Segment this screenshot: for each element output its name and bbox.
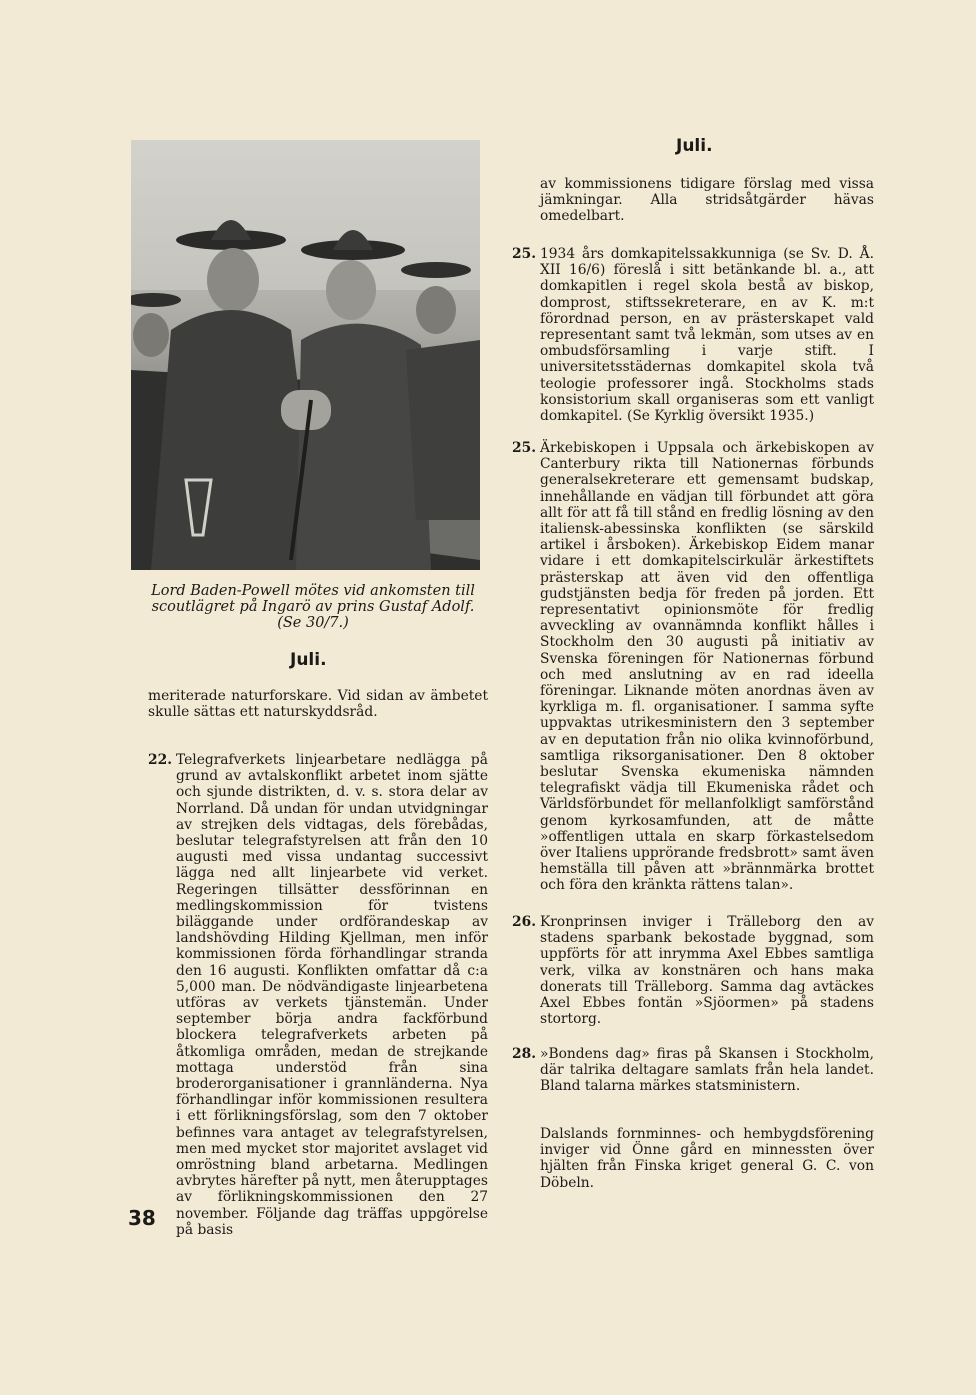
entry-25-domkapitel (512, 246, 874, 424)
entry-date: 25. (512, 440, 537, 456)
entry-text: Ärkebiskopen i Uppsala och ärkebiskopen av Canterbury rikta till Nationernas förbunds generalsekreterare ett gemensamt budskap, innehållande en vädjan till förbundet att göra allt för att få till stånd en fredlig lösning av den italiensk-abessinska konflikten (se särskild artikel i årsboken). Ärkebiskop Eidem manar vidare i ett domkapitelscirkulär ärkestiftets prästerskap att även vid den offentliga gudstjänsten bedja för freden på jorden. Ett representativt opinionsmöte för fredlig avveckling av ovannämnda konflikt hålles i Stockholm den 30 augusti på initiativ av Svenska föreningen för Nationernas förbund och med anslutning av en rad ideella föreningar. Liknande möten anordnas även av kyrkliga m. fl. organisationer. I samma syfte uppvaktas utrikesministern den 3 september av en deputation från nio olika kvinnoförbund, samtliga riksorganisationer. Den 8 oktober beslutar Svenska ekumeniska nämnden telegrafiskt vädja till Ekumeniska rådet och Världsförbundet för mellanfolkligt samförstånd genom kyrkosamfunden, att de måtte »offentligen uttala en skarp förkastelsedom över Italiens upprörande fredsbrott» samt även hemställa till påven att »brännmärka brottet och föra den kränkta rättens talan». (540, 440, 874, 894)
photograph-image (131, 140, 480, 570)
caption-line: Lord Baden-Powell mötes vid ankomsten till (151, 583, 475, 599)
left-column-intro: meriterade naturforskare. Vid sidan av ämbetet skulle sättas ett naturskyddsråd. (148, 688, 488, 721)
right-column-intro-block (512, 176, 874, 225)
entry-25-arkebiskop (512, 440, 874, 894)
closing-paragraph: Dalslands fornminnes- och hembygdsförening inviger vid Önne gård en minnessten över hjälten från Finska kriget general G. C. von Döbeln. (540, 1126, 874, 1191)
entry-text: 1934 års domkapitelssakkunniga (se Sv. D. Å. XII 16/6) föreslå i sitt betänkande bl. a., att domkapitlen i regel skola bestå av biskop, domprost, stiftssekreterare, en av K. m:t förordnad person, en av prästerskapet vald representant samt två lekmän, som utses av en ombudsförsamling i varje stift. I universitetsstädernas domkapitel skola två teologie professorer ingå. Stockholms stads konsistorium skall organiseras som ett vanligt domkapitel. (Se Kyrklig översikt 1935.) (540, 246, 874, 425)
closing-block (512, 1126, 874, 1191)
entry-date: 22. (148, 752, 173, 768)
entry-date: 25. (512, 246, 537, 262)
entry-26 (512, 914, 874, 1027)
caption-line: scoutlägret på Ingarö av prins Gustaf Adolf. (151, 599, 475, 615)
page-number: 38 (128, 1206, 156, 1230)
entry-date: 28. (512, 1046, 537, 1062)
entry-date: 26. (512, 914, 537, 930)
entry-text: »Bondens dag» firas på Skansen i Stockholm, där talrika deltagare samlats från hela landet. Bland talarna märkes statsministern. (540, 1046, 874, 1095)
entry-text: Telegrafverkets linjearbetare nedlägga på grund av avtalskonflikt arbetet inom sjätte och sjunde distrikten, d. v. s. stora delar av Norrland. Då undan för undan utvidgningar av strejken dels vidtagas, dels förebådas, beslutar telegrafstyrelsen att från den 10 augusti med vissa undantag successivt lägga ned allt linjearbete vid verket. Regeringen tillsätter dessförinnan en medlingskommission för tvistens biläggande under ordförandeskap av landshövding Hilding Kjellman, men inför kommissionen förda förhandlingar stranda den 16 augusti. Konflikten omfattar då c:a 5,000 man. De nödvändigaste linjearbetena utföras av verkets tjänstemän. Under september börja andra fackförbund blockera telegrafverkets arbeten på åtkomliga områden, medan de strejkande mottaga understöd från sina broderorganisationer i grannländerna. Nya förhandlingar inför kommissionen resultera i ett förlikningsförslag, som den 7 oktober befinnes vara antaget av telegrafstyrelsen, men med mycket stor majoritet avslaget vid omröstning bland arbetarna. Medlingen avbrytes härefter på nytt, men återupptages av förlikningskommissionen den 27 november. Följande dag träffas uppgörelse på basis (176, 752, 488, 1238)
right-column-intro: av kommissionens tidigare förslag med vissa jämkningar. Alla stridsåtgärder hävas omedelbart. (540, 176, 874, 225)
entry-28 (512, 1046, 874, 1095)
caption-line: (Se 30/7.) (277, 615, 349, 631)
scout-photograph (131, 140, 480, 570)
month-heading-right: Juli. (676, 136, 713, 156)
photo-caption (148, 583, 478, 631)
entry-22 (148, 752, 488, 1238)
month-heading-left: Juli. (290, 650, 327, 670)
left-column (148, 688, 488, 720)
entry-text: Kronprinsen inviger i Trälleborg den av stadens sparbank bekostade byggnad, som uppförts för att inrymma Axel Ebbes samtliga verk, vilka av konstnären och hans maka donerats till Trälleborg. Samma dag avtäckes Axel Ebbes fontän »Sjöormen» på stadens stortorg. (540, 914, 874, 1028)
